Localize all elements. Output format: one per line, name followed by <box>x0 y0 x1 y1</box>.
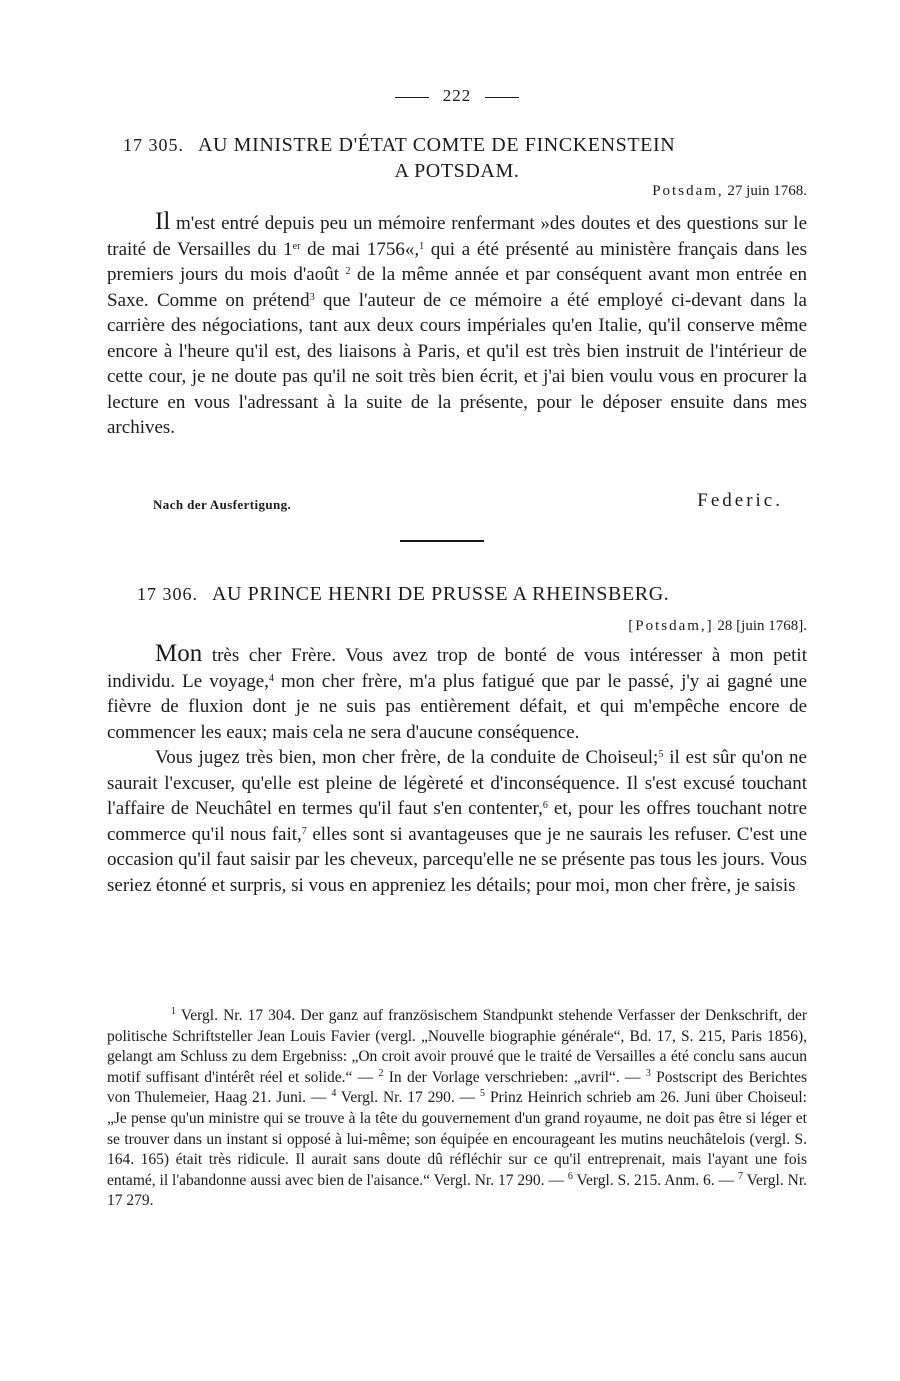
footnote-block <box>107 1006 807 1212</box>
letter-2-text-a: très cher Frère. Vous avez trop de bonté de vous intéresser à mon petit individu. Le voyage, <box>107 645 807 692</box>
letter-2-text-b: mon cher frère, m'a plus fatigué que par le passé, j'y ai gagné une fièvre de fluxion dont je ne suis pas entièrement défait, et qui m'empêche encore de commencer les eaux; mais cela ne sera d'aucune conséquence. <box>107 670 807 743</box>
footnote-7: Vergl. Nr. 17 279. <box>107 1171 808 1210</box>
footnote-2: In der Vorlage verschrieben: „avril“. — <box>383 1068 646 1086</box>
footnote-ref-7: 7 <box>301 825 307 837</box>
footnote-mark-5: 5 <box>480 1088 486 1100</box>
letter-1-heading <box>123 134 823 157</box>
letter-1-place: Potsdam, <box>652 183 724 199</box>
letter-2-heading <box>137 583 837 606</box>
letter-1-text-a: m'est entré depuis peu un mémoire renfermant »des doutes et des questions sur le traité de Versailles du 1 <box>107 213 807 260</box>
ordinal-sup: er <box>292 240 301 252</box>
letter-1-text-e: que l'auteur de ce mémoire a été employé ci-devant dans la carrière des négociations, tant aux deux cours impériales qu'en Italie, qu'il conserve même encore à l'heure qu'il est, des liaisons à Paris, et qu'il est très bien instruit de l'intérieur de cette cour, je ne doute pas qu'il ne soit très bien écrit, et j'ai bien voulu vous en procurer la lecture en vous l'adressant à la suite de la présente, pour le déposer ensuite dans mes archives. <box>107 289 807 438</box>
letter-1-body <box>107 209 807 441</box>
footnote-ref-5: 5 <box>658 749 664 760</box>
page-number-dash-left <box>395 97 429 98</box>
letter-1-text-c: qui a été présenté au ministère français dans les premiers jours du mois d'août <box>107 238 807 285</box>
footnote-mark-6: 6 <box>567 1170 573 1182</box>
footnote-4: Vergl. Nr. 17 290. — <box>336 1089 481 1107</box>
letter-1-text-d: de la même année et par conséquent avant mon entrée en Saxe. Comme on prétend <box>107 264 808 311</box>
footnote-mark-3: 3 <box>645 1067 651 1079</box>
letter-2-text-c: Vous jugez très bien, mon cher frère, de la conduite de Choiseul; <box>155 747 659 768</box>
letter-2-dateline <box>628 618 807 635</box>
footnote-mark-1: 1 <box>171 1006 176 1017</box>
letter-1-date: 27 juin 1768. <box>727 183 807 199</box>
page-number-text: 222 <box>442 86 472 105</box>
footnote-mark-7: 7 <box>737 1170 743 1182</box>
footnote-ref-6: 6 <box>542 800 548 811</box>
letter-2-initial: Mon <box>155 640 203 667</box>
letter-1-signature: Federic. <box>697 490 783 511</box>
page-number <box>107 86 807 106</box>
footnote-mark-2: 2 <box>378 1067 384 1079</box>
footnotes <box>107 1006 807 1212</box>
letter-1-initial: Il <box>155 208 171 235</box>
footnote-ref-3: 3 <box>309 291 315 303</box>
footnote-ref-4: 4 <box>268 672 274 684</box>
footnote-ref-1: 1 <box>419 240 425 252</box>
letter-2-place: [Potsdam,] <box>628 618 714 634</box>
letter-1-number: 17 305. <box>123 135 184 155</box>
letter-1-text-b: de mai 1756«, <box>300 238 420 260</box>
footnote-1: Vergl. Nr. 17 304. Der ganz auf französischem Standpunkt stehende Verfasser der Denkschrift, der politische Schriftsteller Jean Louis Favier (vergl. „Nouvelle biographie générale“, Bd. 17, S. 215, Paris 1856), gelangt am Schluss zu dem Ergebniss: „On croit avoir prouvé que le traité de Versailles a été conclu sans aucun motif suffisant d'intérêt réel et solide.“ — <box>107 1007 807 1086</box>
letter-1-source: Nach der Ausfertigung. <box>153 497 292 512</box>
letter-2-number: 17 306. <box>137 584 198 604</box>
footnote-mark-4: 4 <box>331 1088 337 1100</box>
section-divider <box>400 540 484 542</box>
letter-1-title-line2: A POTSDAM. <box>394 160 520 182</box>
letter-2-text-e: et, pour les offres touchant notre commerce qu'il nous fait, <box>107 798 808 845</box>
page-number-dash-right <box>485 97 519 98</box>
footnote-ref-2: 2 <box>345 266 351 277</box>
letter-2-title: AU PRINCE HENRI DE PRUSSE A RHEINSBERG. <box>212 583 670 605</box>
letter-2-paragraph-1 <box>107 641 807 745</box>
letter-2-paragraph-2 <box>107 745 807 898</box>
letter-2-text-d: il est sûr qu'on ne saurait l'excuser, qu'elle est pleine de légèreté et d'inconséquence. Il s'est excusé touchant l'affaire de Neuchâtel en termes qu'il faut s'en contenter, <box>107 747 807 819</box>
letter-1-title-line1: AU MINISTRE D'ÉTAT COMTE DE FINCKENSTEIN <box>198 134 676 156</box>
footnote-3: Postscript des Berichtes von Thulemeier, Haag 21. Juni. — <box>107 1068 807 1107</box>
letter-2-date: 28 [juin 1768]. <box>717 618 807 634</box>
footnote-6: Vergl. S. 215. Anm. 6. — <box>572 1171 738 1189</box>
letter-2-text-f: elles sont si avantageuses que je ne saurais les refuser. C'est une occasion qu'il faut saisir par les cheveux, parcequ'elle ne se présente pas tous les jours. Vous seriez étonné et surpris, si vous en appreniez les détails; pour moi, mon cher frère, je saisis <box>107 823 807 896</box>
letter-1-dateline <box>652 183 807 200</box>
letter-2-body <box>107 641 807 898</box>
footnote-5: Prinz Heinrich schrieb am 26. Juni über Choiseul: „Je pense qu'un ministre qui se trouve à la tête du gouvernement d'un grand royaume, ne doit pas être si léger et se trouver dans un instant si opposé à lui-même; son équipée en encourageant les mutins neuchâtelois (vergl. S. 164. 165) était très ridicule. Il aurait sans doute dû réfléchir sur ce qu'il entreprenait, mais l'ayant une fois entamé, il l'abandonne aussi avec bien de l'aisance.“ Vergl. Nr. 17 290. — <box>107 1089 807 1189</box>
